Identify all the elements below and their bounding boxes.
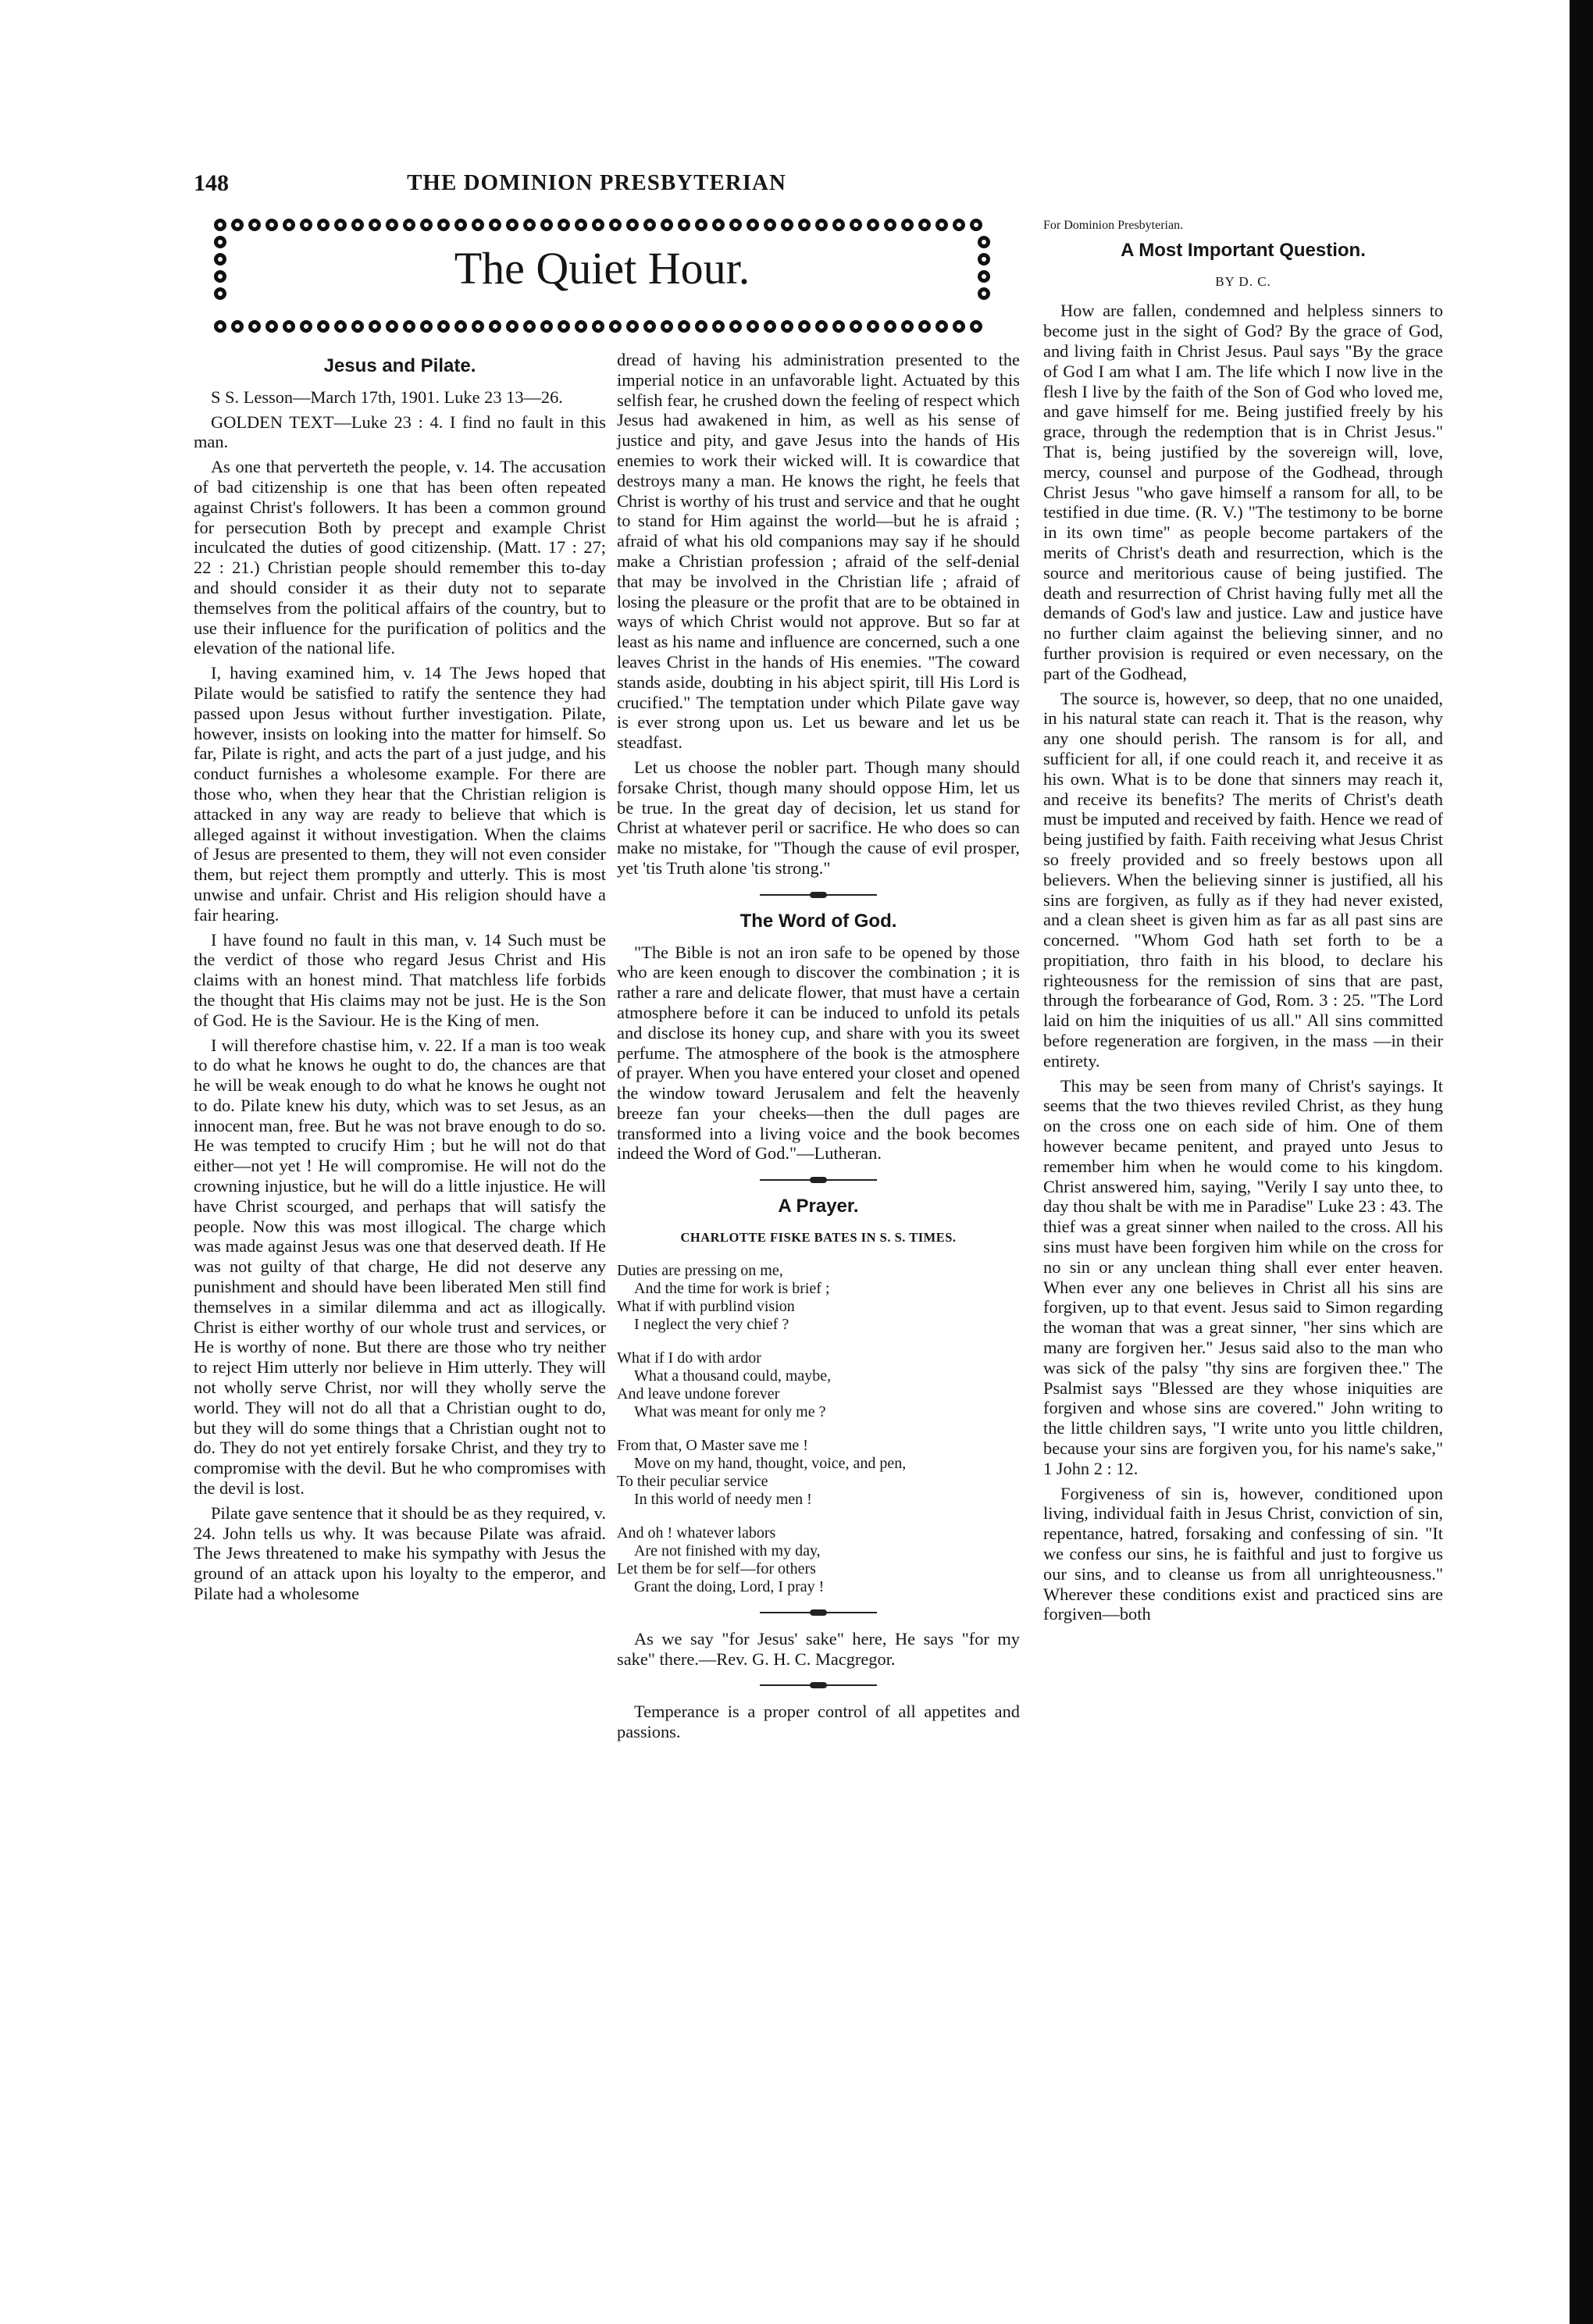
poem-line: I neglect the very chief ? xyxy=(634,1315,789,1333)
ornament-dot xyxy=(712,219,725,231)
column-jesus-and-pilate xyxy=(194,353,606,1609)
ornament-dot xyxy=(970,219,982,231)
paragraph: "The Bible is not an iron safe to be opened by those who are keen enough to discover the combination ; it is rather a rare and delicate flower, that must have a certain atmosphere before it can be induced to unfold its petals and disclose its honey cup, and share with you its sweet perfume. The atmosphere of the book is the atmosphere of prayer. When you have entered your closet and opened the window toward Jerusalem and felt the heavenly breeze fan your cheeks—then the dull pages are transformed into a living voice and the book becomes indeed the Word of God."—Lutheran. xyxy=(617,942,1020,1164)
paragraph: This may be seen from many of Christ's sayings. It seems that the two thieves reviled Christ, as they hung on the cross one on each side of him. One of them however became penitent, and prayed unto Jesus to remember him when he would come to his kingdom. Christ answered him, saying, "Verily I say unto thee, to day thou shalt be with me in Paradise" Luke 23 : 43. The thief was a great sinner when nailed to the cross. All his sins must have been forgiven him while on the cross for no sin or any unclean thing shall ever enter heaven. When ever any one believes in Christ all his sins are forgiven, up to that event. Jesus said to Simon regarding the woman that was a great sinner, "her sins which are many are forgiven her." Jesus said also to the man who was sick of the palsy "thy sins are forgiven thee." The Psalmist says "Blessed are they whose iniquities are forgiven and whose sins are covered." John writing to the little children says, "I write unto you little children, because your sins are forgiven you, for his name's sake," 1 John 2 : 12. xyxy=(1043,1075,1443,1478)
article-heading: A Most Important Question. xyxy=(1121,239,1366,261)
paragraph: Let us choose the nobler part. Though many should forsake Christ, though many should oppose Him, let us be true. In the great day of decision, let us stand for Christ at whatever peril or sacrifice. He who does so can make no mistake, for "Though the cause of evil prosper, yet 'tis Truth alone 'tis strong." xyxy=(617,757,1020,878)
section-title: The Quiet Hour. xyxy=(454,243,750,294)
byline: BY D. C. xyxy=(1215,273,1271,289)
ornament-dot xyxy=(523,320,536,333)
ornament-dot xyxy=(850,219,862,231)
lesson-reference: S S. Lesson—March 17th, 1901. Luke 23 13—26. xyxy=(211,387,563,407)
paragraph: I have found no fault in this man, v. 14 Such must be the verdict of those who regard Jesus Christ and His claims with an honest mind. That matchless life forbids the thought that His claims may not be just. He is the Son of God. He is the Saviour. He is the King of men. xyxy=(194,929,606,1030)
ornament-dot xyxy=(575,320,587,333)
ornament-dot xyxy=(437,320,450,333)
ornament-dot xyxy=(386,320,398,333)
ornament-dot xyxy=(798,219,811,231)
article-heading: Jesus and Pilate. xyxy=(323,355,476,376)
ornament-dot xyxy=(540,219,553,231)
ornament-dot xyxy=(506,320,519,333)
ornament-dot xyxy=(317,219,330,231)
ornament-dot xyxy=(832,320,845,333)
section-banner xyxy=(212,217,992,334)
ornament-dot xyxy=(266,320,278,333)
ornament-dot xyxy=(695,320,707,333)
poem-line: From that, O Master save me ! xyxy=(617,1436,808,1454)
ornament-dot xyxy=(661,320,673,333)
column-important-question xyxy=(1043,216,1443,1629)
ornament-dot xyxy=(901,219,914,231)
section-divider xyxy=(760,1179,877,1181)
ornament-dot xyxy=(953,320,965,333)
page-number: 148 xyxy=(194,170,229,196)
ornament-dot xyxy=(918,219,931,231)
ornament-dot xyxy=(351,219,364,231)
ornament-dot xyxy=(472,219,484,231)
page-edge-border xyxy=(1570,0,1593,2324)
ornament-dot xyxy=(489,320,501,333)
ornament-dot xyxy=(935,219,948,231)
poem-line: Grant the doing, Lord, I pray ! xyxy=(634,1577,825,1595)
article-heading: A Prayer. xyxy=(778,1196,859,1217)
ornament-dot xyxy=(575,219,587,231)
temperance-note: Temperance is a proper control of all appetites and passions. xyxy=(617,1702,1020,1742)
section-divider xyxy=(760,894,877,896)
ornament-dot xyxy=(901,320,914,333)
poem-line: To their peculiar service xyxy=(617,1472,768,1490)
poem-line: What if I do with ardor xyxy=(617,1349,761,1367)
ornament-dot xyxy=(283,219,295,231)
ornament-dot xyxy=(609,320,622,333)
ornament-dot xyxy=(781,219,793,231)
ornament-dot xyxy=(918,320,931,333)
paragraph: dread of having his administration presented to the imperial notice in an unfavorable light. Actuated by this selfish fear, he crushed down the feeling of respect which Jesus had awakened in him, as well as his sense of justice and pity, and gave Jesus into the hands of His enemies to work their wicked will. It is cowardice that destroys many a man. He knows the right, he feels that Christ is worthy of his trust and service and that he ought to stand for Him against the world—but he is afraid ; afraid of what his old companions may say if he should make a Christian profession ; afraid of the self-denial that may be involved in the Christian life ; afraid of losing the pleasure or the profit that are to be obtained in ways of which Christ would not approve. But so far at least as his name and influence are concerned, such a one leaves Christ in the hands of His enemies. "The coward stands aside, doubting in his abject spirit, till His Lord is crucified." The temptation under which Pilate gave way is ever strong upon us. Let us beware and let us be steadfast. xyxy=(617,350,1020,753)
ornament-dot xyxy=(643,320,656,333)
ornament-dot xyxy=(317,320,330,333)
ornament-dot xyxy=(953,219,965,231)
ornament-dot xyxy=(386,219,398,231)
ornament-dot xyxy=(935,320,948,333)
ornament-dot xyxy=(970,320,982,333)
poem-line: What a thousand could, maybe, xyxy=(634,1367,832,1385)
ornament-dot xyxy=(729,219,742,231)
ornament-dot xyxy=(454,320,467,333)
ornament-dot xyxy=(403,320,415,333)
column-middle xyxy=(617,350,1020,1747)
source-note: For Dominion Presbyterian. xyxy=(1043,219,1184,232)
ornament-dot xyxy=(540,320,553,333)
poem-line: Move on my hand, thought, voice, and pen, xyxy=(634,1454,907,1472)
golden-text: GOLDEN TEXT—Luke 23 : 4. I find no fault in this man. xyxy=(194,412,606,452)
ornament-dot xyxy=(781,320,793,333)
ornament-dot xyxy=(643,219,656,231)
ornament-dot xyxy=(867,320,879,333)
ornament-dot xyxy=(695,219,707,231)
ornament-dot xyxy=(592,320,604,333)
ornament-dot xyxy=(592,219,604,231)
paragraph: The source is, however, so deep, that no one unaided, in his natural state can reach it. That is the reason, why any one should perish. The ransom is for all, and sufficient for all, if one could reach it, and receive it as his own. What is to be done that sinners may reach it, and receive its benefits? The merits of Christ's death must be imputed and received by faith. Hence we read of being justified by faith. Faith receiving what Jesus Christ so freely provided and so freely bestows upon all believers. When the believing sinner is justified, all his sins are forgiven, as fully as if they had never existed, and a clean sheet is given him as far as all past sins are concerned. "Whom God hath set forth to be a propitiation, thro faith in his blood, to declare his righteousness for the remission of sins that are past, through the forbearance of God, Rom. 3 : 25. "The Lord laid on him the iniquities of us all." All sins committed before regeneration are forgiven, in the mass —in their entirety. xyxy=(1043,688,1443,1071)
ornament-dot xyxy=(334,320,347,333)
ornament-dot xyxy=(764,320,776,333)
quote-paragraph: As we say "for Jesus' sake" here, He says "for my sake" there.—Rev. G. H. C. Macgregor. xyxy=(617,1628,1020,1669)
poem-line: What was meant for only me ? xyxy=(634,1403,826,1420)
ornament-dot xyxy=(747,320,759,333)
ornament-dot xyxy=(334,219,347,231)
ornament-dot xyxy=(626,320,639,333)
ornament-dot xyxy=(506,219,519,231)
ornament-dot xyxy=(214,320,226,333)
ornament-dot xyxy=(747,219,759,231)
ornament-dot xyxy=(231,320,244,333)
ornament-dot xyxy=(420,320,433,333)
ornament-dot xyxy=(815,219,828,231)
ornament-dot xyxy=(472,320,484,333)
poem-credit: CHARLOTTE FISKE BATES IN S. S. TIMES. xyxy=(680,1230,957,1246)
paragraph: How are fallen, condemned and helpless sinners to become just in the sight of God? By the grace of God, and living faith in Christ Jesus. Paul says "By the grace of God I am what I am. The life which I now live in the flesh I live by the faith of the Son of God who loved me, and gave himself for me. Being justified freely by his grace, through the redemption that is in Christ Jesus." That is, being justified by the sovereign will, love, mercy, counsel and purpose of the Godhead, through Christ Jesus "who gave himself a ransom for all, to be testified in due time. (R. V.) "The testimony to be borne in its own time" as people become partakers of the merits of Christ's death and resurrection, which is the source and meritorious cause of being justified. The death and resurrection of Christ having fully met all the demands of God's law and justice. Law and justice have no further claim against the believing sinner, and no further provision is required or even necessary, on the part of the Godhead, xyxy=(1043,301,1443,683)
page-header xyxy=(194,170,1000,201)
ornament-dot xyxy=(403,219,415,231)
section-divider xyxy=(760,1612,877,1613)
ornament-dot xyxy=(266,219,278,231)
ornament-dot xyxy=(884,219,896,231)
ornament-dot xyxy=(729,320,742,333)
ornament-dot xyxy=(712,320,725,333)
paragraph: I will therefore chastise him, v. 22. If a man is too weak to do what he knows he ought to do, the chances are that he will be weak enough to do what he knows he ought not to do. Pilate knew his duty, which was to set Jesus, as an innocent man, free. But he was not brave enough to do so. He was tempted to crucify Him ; but he will not do that either—not yet ! He will compromise. He will not do the crowning injustice, but he will do a little injustice. He will have Christ scourged, and perhaps that will satisfy the people. Now this was most illogical. The charge which was made against Jesus was one that deserved death. If He was not guilty of that charge, He did not deserve any punishment and should have been liberated Men still find themselves in a similar dilemma and act as illogically. Christ is either worthy of our whole trust and services, or He is worthy of none. But there are those who try neither to reject Him utterly nor believe in Him utterly. They will not wholly serve Christ, nor will they wholly serve the world. They will not do all that a Christian ought to do, but they will do some things that a Christian ought not to do. They do not yet entirely forsake Christ, and they try to compromise with the devil. But he who compromises with the devil is lost. xyxy=(194,1035,606,1499)
poem-line: Are not finished with my day, xyxy=(634,1542,821,1559)
ornament-dot xyxy=(678,320,690,333)
paragraph: As one that perverteth the people, v. 14. The accusation of bad citizenship is one that has been often repeated against Christ's followers. It has been a common ground for persecution Both by precept and example Christ inculcated the duties of good citizenship. (Matt. 17 : 27; 22 : 21.) Christian people should remember this to-day and should consider it as their duty not to separate themselves from the political affairs of the country, but to use their influence for the purification of politics and the elevation of the national life. xyxy=(194,457,606,658)
ornament-dot xyxy=(231,219,244,231)
ornament-dot xyxy=(248,320,261,333)
ornament-dot xyxy=(867,219,879,231)
paragraph: Forgiveness of sin is, however, conditioned upon living, individual faith in Jesus Christ, conviction of sin, repentance, hatred, forsaking and confessing of sin. "It we confess our sins, he is faithful and just to forgive us our sins, and to cleanse us from all unrighteousness." Wherever these conditions exist and practiced sins are forgiven—both xyxy=(1043,1483,1443,1624)
poem-line: In this world of needy men ! xyxy=(634,1490,812,1508)
poem-line: Let them be for self—for others xyxy=(617,1559,816,1577)
ornament-dot xyxy=(283,320,295,333)
ornament-dot xyxy=(832,219,845,231)
ornament-dot xyxy=(678,219,690,231)
ornament-dot xyxy=(369,219,381,231)
ornament-dot xyxy=(489,219,501,231)
ornament-dot xyxy=(351,320,364,333)
poem-stanza xyxy=(617,1262,1020,1334)
ornament-dot xyxy=(454,219,467,231)
poem-line: And the time for work is brief ; xyxy=(634,1279,830,1297)
ornament-dot xyxy=(609,219,622,231)
ornament-dot xyxy=(815,320,828,333)
poem-line: And oh ! whatever labors xyxy=(617,1524,776,1542)
poem-stanza xyxy=(617,1349,1020,1421)
ornament-dot xyxy=(420,219,433,231)
ornament-dot xyxy=(626,219,639,231)
poem-line: And leave undone forever xyxy=(617,1385,780,1403)
ornament-dot xyxy=(558,320,570,333)
section-divider xyxy=(760,1684,877,1686)
ornament-dot xyxy=(558,219,570,231)
ornament-dot xyxy=(437,219,450,231)
paragraph: Pilate gave sentence that it should be as they required, v. 24. John tells us why. It was because Pilate was afraid. The Jews threatened to make his sympathy with Jesus the ground of an attack upon his loyalty to the emperor, and Pilate had a wholesome xyxy=(194,1502,606,1604)
poem-line: Duties are pressing on me, xyxy=(617,1261,783,1279)
ornament-dot xyxy=(661,219,673,231)
ornament-dot xyxy=(369,320,381,333)
ornament-dot xyxy=(300,320,312,333)
running-title: THE DOMINION PRESBYTERIAN xyxy=(407,170,786,195)
article-heading: The Word of God. xyxy=(739,910,897,932)
ornament-dot xyxy=(764,219,776,231)
ornament-dot xyxy=(248,219,261,231)
ornament-dot xyxy=(300,219,312,231)
ornament-dot xyxy=(523,219,536,231)
poem-line: What if with purblind vision xyxy=(617,1297,795,1315)
ornament-dot xyxy=(884,320,896,333)
ornament-dot xyxy=(850,320,862,333)
ornament-dot xyxy=(798,320,811,333)
poem-stanza xyxy=(617,1437,1020,1509)
poem-stanza xyxy=(617,1524,1020,1596)
paragraph: I, having examined him, v. 14 The Jews hoped that Pilate would be satisfied to ratify the sentence they had passed upon Jesus without further investigation. Pilate, however, insists on looking into the matter for himself. So far, Pilate is right, and acts the part of a just judge, and his conduct furnishes a wholesome example. For there are those who, when they hear that the Christian religion is attacked in any way are ready to believe that which is alleged against it without investigation. When the claims of Jesus are presented to them, they will not even consider them, but reject them promptly and utterly. This is most unwise and unfair. Christ and His religion should have a fair hearing. xyxy=(194,663,606,925)
ornament-dot xyxy=(214,219,226,231)
